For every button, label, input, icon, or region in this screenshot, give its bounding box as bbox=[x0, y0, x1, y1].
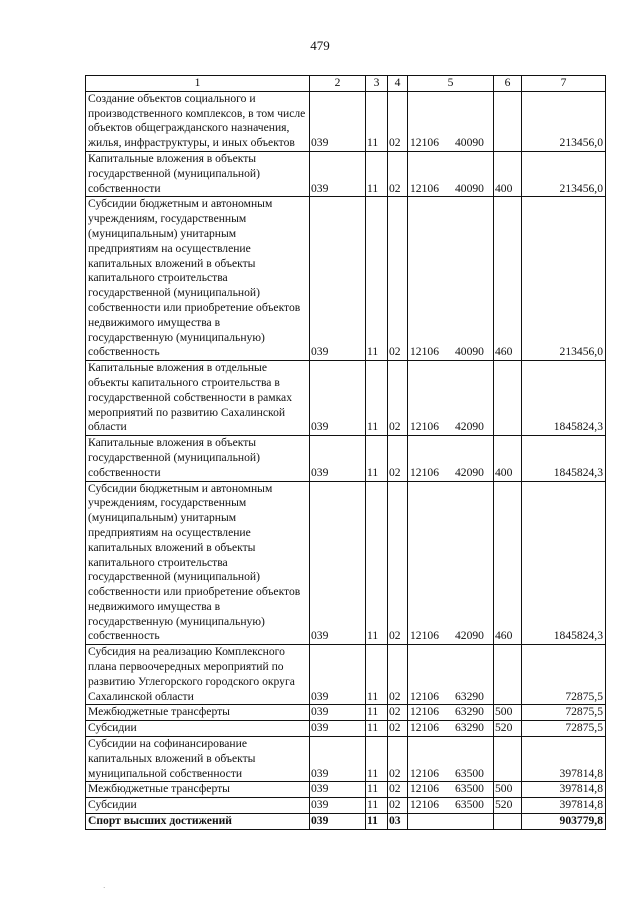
table-row bbox=[86, 481, 606, 645]
row-name: Субсидии на софинансирование капитальных вложений в объекты муниципальной собственности bbox=[86, 737, 310, 782]
row-name: Межбюджетные трансферты bbox=[86, 705, 310, 721]
target-article-program: 12106 bbox=[410, 782, 439, 796]
target-article-program: 12106 bbox=[410, 629, 439, 643]
row-amount: 213456,0 bbox=[522, 91, 606, 151]
row-expense-type bbox=[494, 645, 522, 705]
row-expense-type: 400 bbox=[494, 151, 522, 196]
target-article-direction: 63500 bbox=[454, 766, 484, 780]
row-name: Капитальные вложения в отдельные объекты капитального строительства в государственной собственности в рамках мероприятий по развитию Сахалинской области bbox=[86, 361, 310, 436]
target-article-direction: 63290 bbox=[454, 721, 484, 735]
row-department-code: 039 bbox=[310, 782, 366, 798]
row-section-code: 11 bbox=[366, 481, 388, 645]
row-department-code: 039 bbox=[310, 436, 366, 481]
table-row bbox=[86, 705, 606, 721]
row-name: Создание объектов социального и производственного комплексов, в том числе объектов общегражданского назначения, жилья, инфраструктуры, и иных объектов bbox=[86, 91, 310, 151]
row-expense-type bbox=[494, 737, 522, 782]
row-amount: 1845824,3 bbox=[522, 481, 606, 645]
row-target-article bbox=[408, 705, 494, 721]
row-amount: 397814,8 bbox=[522, 798, 606, 814]
table-row bbox=[86, 782, 606, 798]
column-header: 1 bbox=[86, 76, 310, 92]
table-row bbox=[86, 814, 606, 830]
row-amount: 213456,0 bbox=[522, 197, 606, 361]
column-header: 5 bbox=[408, 76, 494, 92]
target-article-program: 12106 bbox=[410, 721, 439, 735]
row-expense-type bbox=[494, 361, 522, 436]
row-section-code: 11 bbox=[366, 197, 388, 361]
row-subsection-code: 02 bbox=[388, 705, 408, 721]
row-section-code: 11 bbox=[366, 814, 388, 830]
row-subsection-code: 02 bbox=[388, 91, 408, 151]
row-expense-type bbox=[494, 91, 522, 151]
row-expense-type: 460 bbox=[494, 197, 522, 361]
row-subsection-code: 02 bbox=[388, 737, 408, 782]
row-target-article bbox=[408, 481, 494, 645]
row-expense-type bbox=[494, 814, 522, 830]
row-department-code: 039 bbox=[310, 151, 366, 196]
row-target-article bbox=[408, 151, 494, 196]
row-subsection-code: 02 bbox=[388, 798, 408, 814]
row-subsection-code: 02 bbox=[388, 645, 408, 705]
row-amount: 213456,0 bbox=[522, 151, 606, 196]
target-article-program: 12106 bbox=[410, 420, 439, 434]
row-section-code: 11 bbox=[366, 645, 388, 705]
row-name: Субсидии бюджетным и автономным учреждениям, государственным (муниципальным) унитарным предприятиям на осуществление капитальных вложений в объекты капитального строительства государственной (муниципальной) собственности или приобретение объектов недвижимого имущества в государственную (муниципальную) собственность bbox=[86, 197, 310, 361]
table-row bbox=[86, 645, 606, 705]
row-name: Капитальные вложения в объекты государственной (муниципальной) собственности bbox=[86, 151, 310, 196]
row-target-article bbox=[408, 798, 494, 814]
row-department-code: 039 bbox=[310, 705, 366, 721]
row-subsection-code: 02 bbox=[388, 436, 408, 481]
row-section-code: 11 bbox=[366, 705, 388, 721]
column-header: 6 bbox=[494, 76, 522, 92]
table-row bbox=[86, 737, 606, 782]
row-department-code: 039 bbox=[310, 737, 366, 782]
row-target-article bbox=[408, 91, 494, 151]
column-numbers-row bbox=[86, 76, 606, 92]
row-target-article bbox=[408, 814, 494, 830]
budget-table-body bbox=[86, 76, 606, 830]
target-article-direction: 40090 bbox=[454, 345, 484, 359]
row-subsection-code: 02 bbox=[388, 481, 408, 645]
budget-table bbox=[85, 75, 606, 830]
row-section-code: 11 bbox=[366, 737, 388, 782]
row-section-code: 11 bbox=[366, 361, 388, 436]
row-expense-type: 520 bbox=[494, 798, 522, 814]
column-header: 4 bbox=[388, 76, 408, 92]
row-name: Субсидии бюджетным и автономным учреждениям, государственным (муниципальным) унитарным предприятиям на осуществление капитальных вложений в объекты капитального строительства государственной (муниципальной) собственности или приобретение объектов недвижимого имущества в государственную (муниципальную) собственность bbox=[86, 481, 310, 645]
target-article-direction: 63290 bbox=[454, 689, 484, 703]
target-article-direction: 40090 bbox=[454, 181, 484, 195]
row-target-article bbox=[408, 645, 494, 705]
table-row bbox=[86, 151, 606, 196]
row-department-code: 039 bbox=[310, 814, 366, 830]
row-section-code: 11 bbox=[366, 721, 388, 737]
row-name: Межбюджетные трансферты bbox=[86, 782, 310, 798]
row-subsection-code: 03 bbox=[388, 814, 408, 830]
row-name: Спорт высших достижений bbox=[86, 814, 310, 830]
target-article-program: 12106 bbox=[410, 798, 439, 812]
table-row bbox=[86, 91, 606, 151]
target-article-program: 12106 bbox=[410, 705, 439, 719]
row-target-article bbox=[408, 721, 494, 737]
target-article-direction: 63500 bbox=[454, 798, 484, 812]
row-expense-type: 460 bbox=[494, 481, 522, 645]
row-amount: 72875,5 bbox=[522, 721, 606, 737]
row-department-code: 039 bbox=[310, 91, 366, 151]
row-department-code: 039 bbox=[310, 481, 366, 645]
target-article-direction: 42090 bbox=[454, 629, 484, 643]
row-expense-type: 500 bbox=[494, 782, 522, 798]
row-amount: 72875,5 bbox=[522, 705, 606, 721]
row-subsection-code: 02 bbox=[388, 151, 408, 196]
row-target-article bbox=[408, 436, 494, 481]
row-department-code: 039 bbox=[310, 798, 366, 814]
row-subsection-code: 02 bbox=[388, 782, 408, 798]
row-expense-type: 520 bbox=[494, 721, 522, 737]
row-subsection-code: 02 bbox=[388, 197, 408, 361]
row-department-code: 039 bbox=[310, 197, 366, 361]
target-article-direction: 63500 bbox=[454, 782, 484, 796]
target-article-program: 12106 bbox=[410, 345, 439, 359]
target-article-program: 12106 bbox=[410, 136, 439, 150]
target-article-direction: 42090 bbox=[454, 465, 484, 479]
row-amount: 1845824,3 bbox=[522, 436, 606, 481]
column-header: 2 bbox=[310, 76, 366, 92]
row-department-code: 039 bbox=[310, 721, 366, 737]
row-section-code: 11 bbox=[366, 436, 388, 481]
row-subsection-code: 02 bbox=[388, 721, 408, 737]
target-article-direction: 42090 bbox=[454, 420, 484, 434]
row-section-code: 11 bbox=[366, 782, 388, 798]
table-row bbox=[86, 798, 606, 814]
row-name: Субсидии bbox=[86, 721, 310, 737]
row-amount: 397814,8 bbox=[522, 782, 606, 798]
page-number: 479 bbox=[310, 38, 330, 53]
column-header: 7 bbox=[522, 76, 606, 92]
target-article-program: 12106 bbox=[410, 465, 439, 479]
table-row bbox=[86, 197, 606, 361]
scan-mark: · bbox=[103, 884, 106, 892]
row-amount: 397814,8 bbox=[522, 737, 606, 782]
target-article-program: 12106 bbox=[410, 689, 439, 703]
row-section-code: 11 bbox=[366, 91, 388, 151]
row-expense-type: 400 bbox=[494, 436, 522, 481]
row-target-article bbox=[408, 361, 494, 436]
target-article-program: 12106 bbox=[410, 766, 439, 780]
row-department-code: 039 bbox=[310, 645, 366, 705]
target-article-direction: 63290 bbox=[454, 705, 484, 719]
column-header: 3 bbox=[366, 76, 388, 92]
row-subsection-code: 02 bbox=[388, 361, 408, 436]
row-target-article bbox=[408, 737, 494, 782]
row-section-code: 11 bbox=[366, 151, 388, 196]
table-row bbox=[86, 361, 606, 436]
row-target-article bbox=[408, 782, 494, 798]
row-amount: 1845824,3 bbox=[522, 361, 606, 436]
row-name: Субсидия на реализацию Комплексного плана первоочередных мероприятий по развитию Углегорского городского округа Сахалинской области bbox=[86, 645, 310, 705]
target-article-direction: 40090 bbox=[454, 136, 484, 150]
row-target-article bbox=[408, 197, 494, 361]
table-row bbox=[86, 436, 606, 481]
row-department-code: 039 bbox=[310, 361, 366, 436]
row-amount: 903779,8 bbox=[522, 814, 606, 830]
row-name: Субсидии bbox=[86, 798, 310, 814]
target-article-program: 12106 bbox=[410, 181, 439, 195]
row-amount: 72875,5 bbox=[522, 645, 606, 705]
row-section-code: 11 bbox=[366, 798, 388, 814]
row-name: Капитальные вложения в объекты государственной (муниципальной) собственности bbox=[86, 436, 310, 481]
table-row bbox=[86, 721, 606, 737]
row-expense-type: 500 bbox=[494, 705, 522, 721]
